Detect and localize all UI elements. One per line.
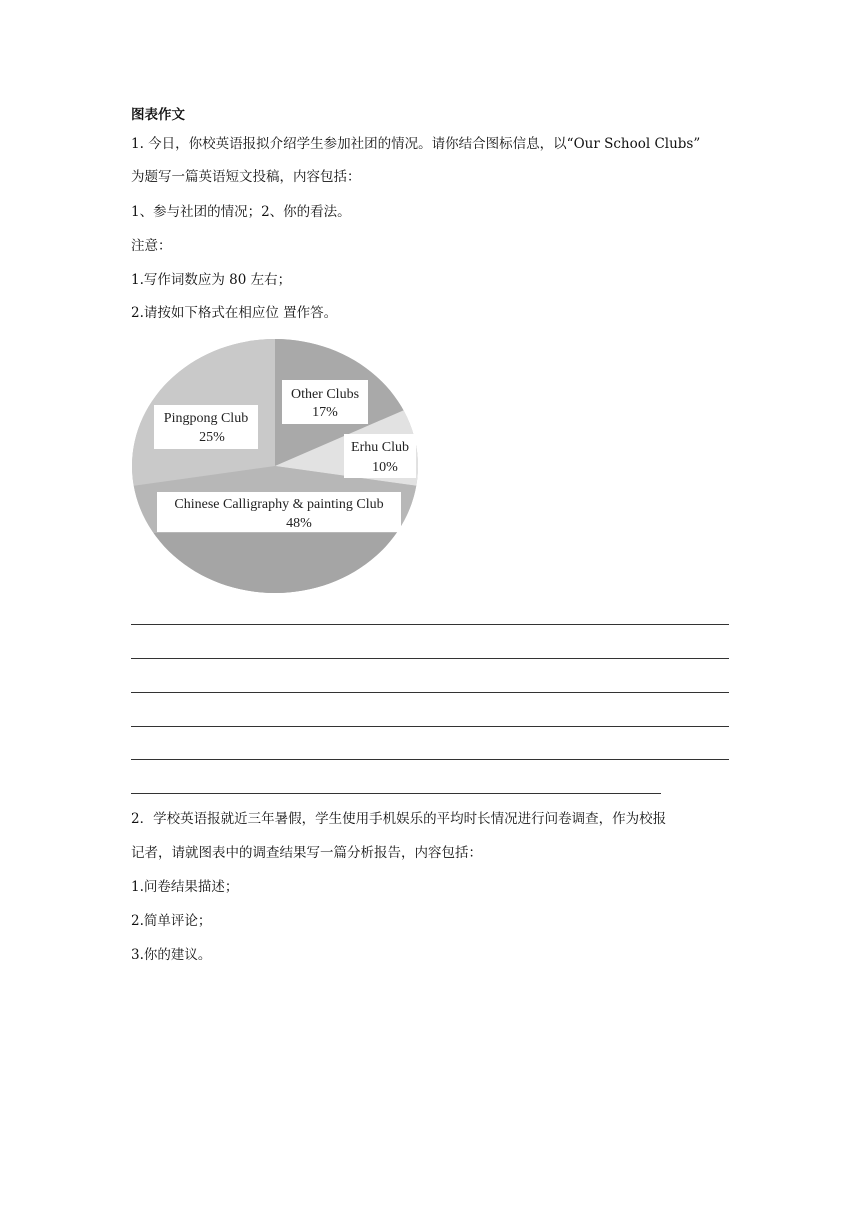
q1-prompt-line-1: 1. 今日，你校英语报拟介绍学生参加社团的情况。请你结合图标信息，以“Our School Clubs”: [131, 136, 701, 152]
label-erhu-club: Erhu Club: [351, 440, 409, 455]
percent-other-clubs: 17%: [312, 405, 338, 420]
q2-item-2: 2.简单评论；: [131, 913, 212, 929]
percent-erhu-club: 10%: [372, 460, 398, 475]
q1-note-label: 注意：: [131, 238, 172, 254]
club-pie-chart: [132, 338, 432, 596]
label-other-clubs: Other Clubs: [290, 387, 360, 402]
q1-note-word-count: 1.写作词数应为 80 左右；: [131, 272, 292, 288]
label-pingpong-club: Pingpong Club: [163, 411, 249, 426]
percent-pingpong-club: 25%: [199, 430, 225, 445]
q2-prompt-line-1: 2．学校英语报就近三年暑假，学生使用手机娱乐的平均时长情况进行问卷调查，作为校报: [131, 811, 667, 827]
answer-line[interactable]: [131, 658, 729, 659]
q2-item-3: 3.你的建议。: [131, 947, 212, 963]
pie-lower-band: [132, 533, 432, 596]
q2-prompt-line-2: 记者，请就图表中的调查结果写一篇分析报告，内容包括：: [131, 845, 482, 861]
answer-line[interactable]: [131, 624, 729, 625]
label-calligraphy-club: Chinese Calligraphy & painting Club: [174, 497, 384, 512]
percent-calligraphy-club: 48%: [286, 516, 312, 531]
answer-line[interactable]: [131, 726, 729, 727]
q2-item-1: 1.问卷结果描述；: [131, 879, 239, 895]
answer-line[interactable]: [131, 692, 729, 693]
q1-content-requirements: 1、参与社团的情况；2、你的看法。: [131, 204, 351, 220]
answer-line[interactable]: [131, 759, 729, 760]
heading: 图表作文: [131, 107, 185, 123]
q1-note-format: 2.请按如下格式在相应位 置作答。: [131, 305, 338, 321]
q1-prompt-line-2: 为题写一篇英语短文投稿，内容包括：: [131, 169, 361, 185]
answer-line[interactable]: [131, 793, 661, 794]
